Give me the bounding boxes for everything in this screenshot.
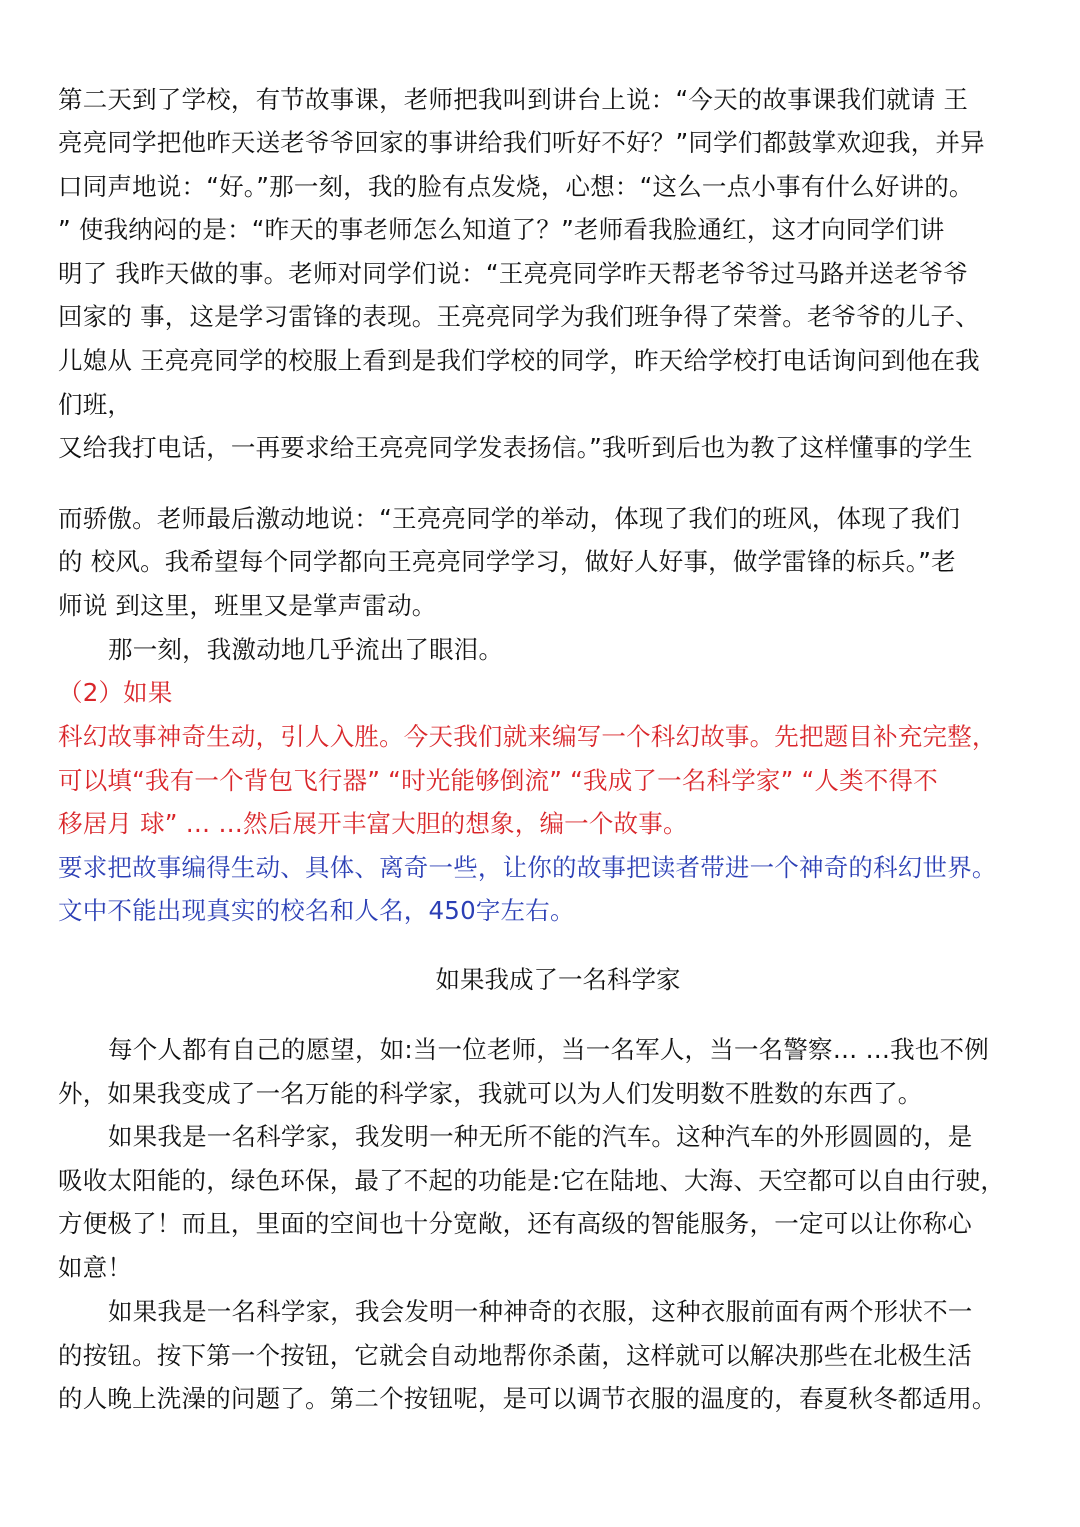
story-line: 而骄傲。老师最后激动地说：“王亮亮同学的举动，体现了我们的班风，体现了我们 xyxy=(58,504,961,533)
story-line: 回家的 事，这是学习雷锋的表现。王亮亮同学为我们班争得了荣誉。老爷爷的儿子、 xyxy=(58,302,980,331)
essay-line: 的人晚上洗澡的问题了。第二个按钮呢，是可以调节衣服的温度的，春夏秋冬都适用。 xyxy=(58,1384,997,1413)
story-line: 又给我打电话，一再要求给王亮亮同学发表扬信。”我听到后也为教了这样懂事的学生 xyxy=(58,433,973,462)
story-line: 师说 到这里，班里又是掌声雷动。 xyxy=(58,591,437,620)
prompt-heading: （2）如果 xyxy=(58,678,173,707)
story-line: 那一刻，我激动地几乎流出了眼泪。 xyxy=(108,635,504,664)
essay-line: 如果我是一名科学家，我会发明一种神奇的衣服，这种衣服前面有两个形状不一 xyxy=(108,1297,973,1326)
story-line: 的 校风。我希望每个同学都向王亮亮同学学习，做好人好事，做学雷锋的标兵。”老 xyxy=(58,547,956,576)
essay-line: 的按钮。按下第一个按钮，它就会自动地帮你杀菌，这样就可以解决那些在北极生活 xyxy=(58,1341,972,1370)
story-line: 亮亮同学把他昨天送老爷爷回家的事讲给我们听好不好？”同学们都鼓掌欢迎我，并异 xyxy=(58,128,985,157)
prompt-red-line: 可以填“我有一个背包飞行器” “时光能够倒流” “我成了一名科学家” “人类不得不 xyxy=(58,766,938,795)
story-line: 明了 我昨天做的事。老师对同学们说：“王亮亮同学昨天帮老爷爷过马路并送老爷爷 xyxy=(58,259,969,288)
essay-line: 如意！ xyxy=(58,1253,133,1282)
essay-title: 如果我成了一名科学家 xyxy=(435,965,681,994)
essay-line: 方便极了！而且，里面的空间也十分宽敞，还有高级的智能服务，一定可以让你称心 xyxy=(58,1209,972,1238)
prompt-red-line: 科幻故事神奇生动，引人入胜。今天我们就来编写一个科幻故事。先把题目补充完整， xyxy=(58,722,997,751)
story-line: ” 使我纳闷的是：“昨天的事老师怎么知道了？”老师看我脸通红，这才向同学们讲 xyxy=(58,215,945,244)
story-line: 第二天到了学校，有节故事课，老师把我叫到讲台上说：“今天的故事课我们就请 王 xyxy=(58,85,969,114)
essay-line: 如果我是一名科学家，我发明一种无所不能的汽车。这种汽车的外形圆圆的，是 xyxy=(108,1122,973,1151)
prompt-red-line: 移居月 球” … …然后展开丰富大胆的想象，编一个故事。 xyxy=(58,809,688,838)
prompt-blue-line: 要求把故事编得生动、具体、离奇一些，让你的故事把读者带进一个神奇的科幻世界。 xyxy=(58,853,997,882)
story-line: 儿媳从 王亮亮同学的校服上看到是我们学校的同学，昨天给学校打电话询问到他在我 xyxy=(58,346,980,375)
essay-line: 外，如果我变成了一名万能的科学家，我就可以为人们发明数不胜数的东西了。 xyxy=(58,1079,923,1108)
essay-line: 每个人都有自己的愿望，如:当一位老师，当一名军人，当一名警察… …我也不例 xyxy=(108,1035,989,1064)
story-line: 们班， xyxy=(58,390,133,419)
essay-line: 吸收太阳能的，绿色环保，最了不起的功能是:它在陆地、大海、天空都可以自由行驶， xyxy=(58,1166,1006,1195)
prompt-blue-line: 文中不能出现真实的校名和人名，450字左右。 xyxy=(58,896,575,925)
story-line: 口同声地说：“好。”那一刻，我的脸有点发烧，心想：“这么一点小事有什么好讲的。 xyxy=(58,172,974,201)
